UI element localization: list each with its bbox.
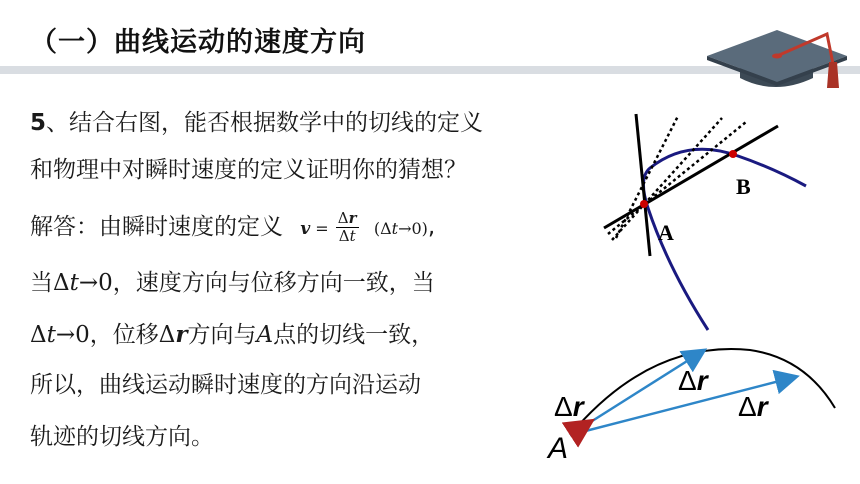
answer-l3-r: r xyxy=(175,321,188,348)
answer-l2-b: ，速度方向与位移方向一致，当 xyxy=(112,270,435,296)
tangent-figure xyxy=(598,108,838,337)
question-line-1 xyxy=(30,108,483,138)
answer-l2-a: 当 xyxy=(30,270,53,296)
cond-t: t xyxy=(391,219,399,238)
frac-den-t: t xyxy=(349,227,356,245)
formula-v: v xyxy=(300,219,311,239)
formula xyxy=(300,209,436,245)
secant-line-3 xyxy=(608,122,746,234)
frac-num-r: r xyxy=(348,209,357,227)
answer-l3-t: t xyxy=(46,322,56,348)
formula-fraction xyxy=(336,210,359,245)
answer-l2-delta: Δ xyxy=(53,270,70,296)
answer-prefix: 解答：由瞬时速度的定义 xyxy=(30,214,283,240)
frac-den-delta: Δ xyxy=(338,227,350,245)
cond-open: (Δ xyxy=(373,219,392,238)
point-b-marker xyxy=(729,150,737,158)
answer-l3-arrow: →0 xyxy=(55,322,90,348)
fraction-denominator xyxy=(336,228,359,245)
answer-l2-t: t xyxy=(69,270,79,296)
answer-line-2 xyxy=(30,268,435,298)
answer-l2-arrow: →0 xyxy=(78,270,113,296)
tangent-line xyxy=(604,126,778,228)
cond-close: →0) xyxy=(398,219,428,238)
answer-line-5: 轨迹的切线方向。 xyxy=(30,424,214,450)
answer-l3-a: ，位移 xyxy=(89,322,159,348)
answer-l3-b: 方向与 xyxy=(187,322,257,348)
formula-condition xyxy=(374,219,428,238)
formula-eq: = xyxy=(310,219,334,238)
page-title: （一）曲线运动的速度方向 xyxy=(30,27,366,58)
answer-l3-delta: Δ xyxy=(30,322,47,348)
answer-line-1 xyxy=(30,210,435,245)
displacement-figure xyxy=(540,340,860,484)
fraction-numerator xyxy=(336,210,359,228)
delta-r-label-1: Δr xyxy=(554,391,584,422)
question-text-1: 、结合右图，能否根据数学中的切线的定义 xyxy=(46,110,484,136)
answer-l3-delta2: Δ xyxy=(158,322,176,348)
label-a: A xyxy=(658,220,674,245)
delta-r-label-2: Δr xyxy=(678,365,708,396)
answer-l3-c: 点的切线一致， xyxy=(273,322,435,348)
question-number: 5 xyxy=(30,110,47,136)
label-a-bottom: A xyxy=(548,432,569,465)
answer-line-4: 所以，曲线运动瞬时速度的方向沿运动 xyxy=(30,372,421,398)
answer-l3-A: A xyxy=(256,322,274,348)
formula-comma: , xyxy=(427,214,436,240)
answer-line-3 xyxy=(30,320,434,350)
graduation-cap-icon xyxy=(705,6,855,105)
delta-r-label-3: Δr xyxy=(738,391,768,422)
label-b: B xyxy=(736,174,751,199)
frac-num-delta: Δ xyxy=(337,209,349,227)
normal-line xyxy=(636,114,650,256)
question-line-2: 和物理中对瞬时速度的定义证明你的猜想？ xyxy=(30,157,467,183)
point-a-marker xyxy=(640,200,648,208)
